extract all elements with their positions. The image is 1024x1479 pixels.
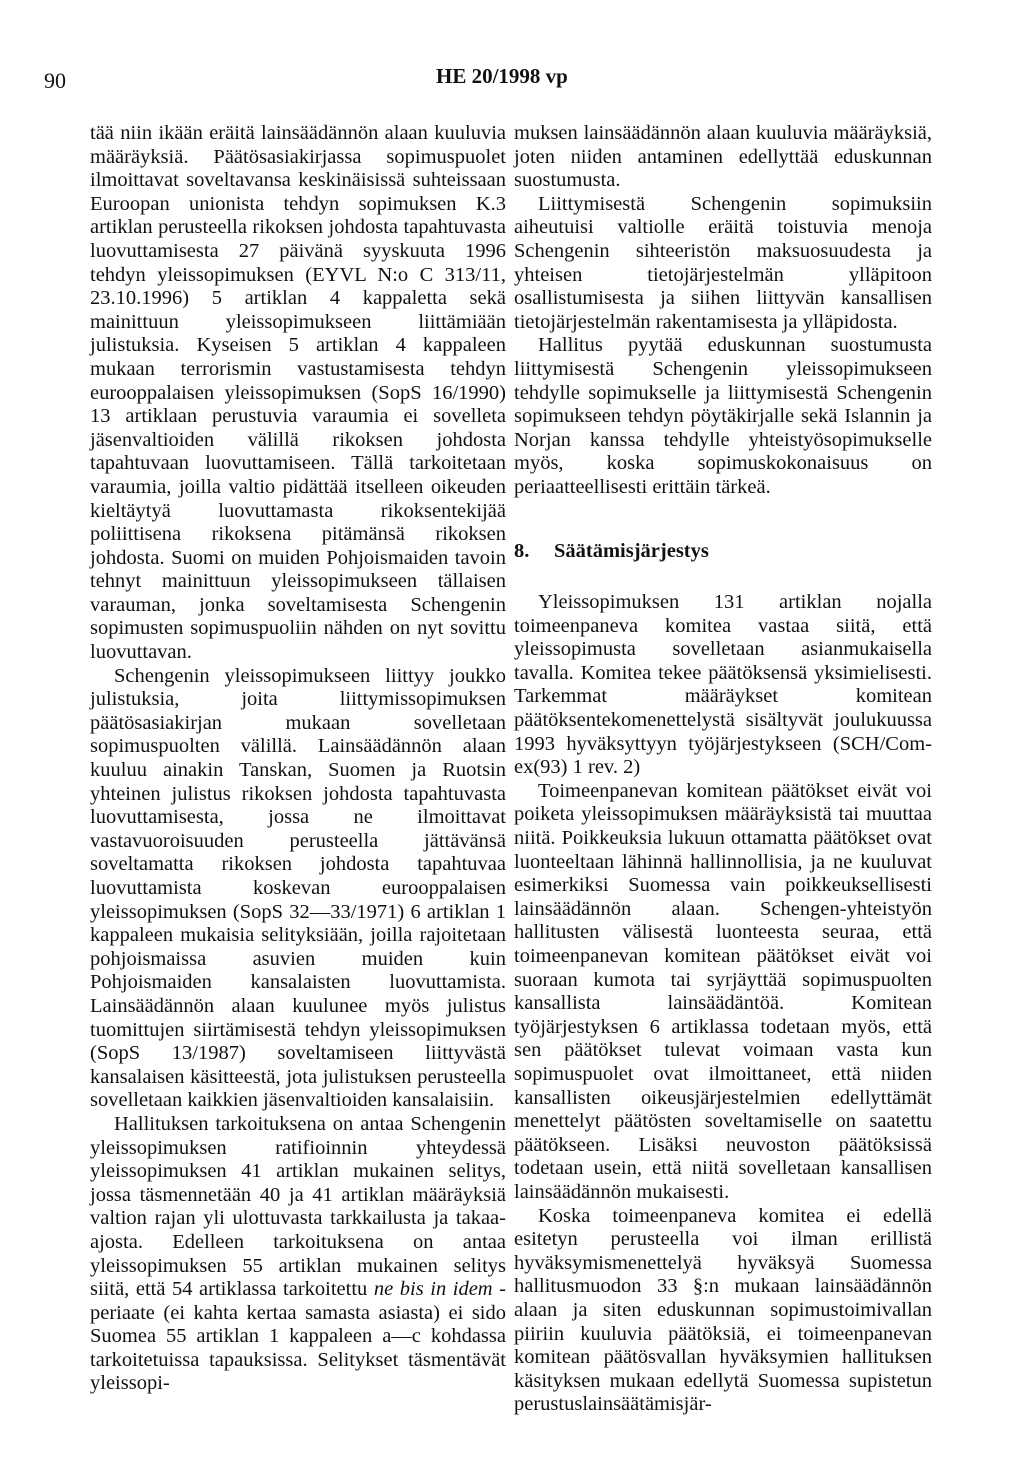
left-paragraph-3-start: Hallituksen tarkoituksena on antaa Schengenin yleissopimuksen ratifioinnin yhteydessä yleissopimuksen 41 artiklan mukainen selitys, jossa täsmennetään 40 ja 41 artiklan määräyksiä valtion rajan yli ulottuvasta tarkkailusta ja takaa-ajosta. Edelleen tarkoituksena on antaa yleissopimuksen 55 artiklan mukainen selitys siitä, että 54 artiklassa tarkoitettu <box>90 1112 506 1301</box>
right-paragraph-1: muksen lainsäädännön alaan kuuluvia määräyksiä, joten niiden antaminen edellyttää eduskunnan suostumusta. <box>514 122 932 192</box>
right-paragraph-2: Liittymisestä Schengenin sopimuksiin aiheutuisi valtiolle eräitä toistuvia menoja Schengenin sihteeristön maksuosuudesta ja yhteisen tietojärjestelmän ylläpitoon osallistumisesta ja siihen liittyvän kansallisen tietojärjestelmän rakentamisesta ja ylläpidosta. <box>514 192 932 333</box>
right-paragraph-4: Yleissopimuksen 131 artiklan nojalla toimeenpaneva komitea vastaa siitä, että yleissopimusta sovelletaan asianmukaisella tavalla. Komitea tekee päätöksensä yksimielisesti. Tarkemmat määräykset komitean päätöksentekomenettelystä sisältyvät joulukuussa 1993 hyväksyttyyn työjärjestykseen (SCH/Com-ex(93) 1 rev. 2) <box>514 591 932 779</box>
left-column <box>90 122 506 1396</box>
left-paragraph-1: tää niin ikään eräitä lainsäädännön alaan kuuluvia määräyksiä. Päätösasiakirjassa sopimuspuolet ilmoittavat soveltavansa keskinäisissä suhteissaan Euroopan unionista tehdyn sopimuksen K.3 artiklan perusteella rikoksen johdosta tapahtuvasta luovuttamisesta 27 päivänä syyskuuta 1996 tehdyn yleissopimuksen (EYVL N:o C 313/11, 23.10.1996) 5 artiklan 4 kappaletta sekä mainittuun yleissopimukseen liittämiään julistuksia. Kyseisen 5 artiklan 4 kappaleen mukaan terrorismin vastustamisesta tehdyn eurooppalaisen yleissopimuksen (SopS 16/1990) 13 artiklaan perustuvia varaumia ei sovelleta jäsenvaltioiden välillä rikoksen johdosta tapahtuvaan luovuttamiseen. Tällä tarkoitetaan varaumia, joilla valtio pidättää itselleen oikeuden kieltäytyä luovuttamasta rikoksentekijää poliittisena rikoksena pitämänsä rikoksen johdosta. Suomi on muiden Pohjoismaiden tavoin tehnyt mainittuun yleissopimukseen tällaisen varauman, jonka soveltamisesta Schengenin sopimusten sopimuspuoliin nähden on nyt sovittu luovuttavan. <box>90 122 506 664</box>
right-paragraph-6: Koska toimeenpaneva komitea ei edellä esitetyn perusteella voi ilman erillistä hyväksymismenettelyä hyväksyä Suomessa hallitusmuodon 33 §:n mukaan lainsäädännön alaan ja siten eduskunnan sopimustoimivallan piiriin kuuluvia päätöksiä, ei toimeenpanevan komitean päätösvallan hyväksymien hallituksen käsityksen mukaan edellytä Suomessa supistetun perustuslainsäätämisjär- <box>514 1204 932 1416</box>
section-title: Säätämisjärjestys <box>554 539 709 562</box>
left-paragraph-3 <box>90 1113 506 1396</box>
latin-phrase: ne bis in idem <box>373 1278 493 1301</box>
document-id: HE 20/1998 vp <box>436 64 568 88</box>
left-paragraph-2: Schengenin yleissopimukseen liittyy joukko julistuksia, joita liittymissopimuksen päätösasiakirjan mukaan sovelletaan sopimuspuolten välillä. Lainsäädännön alaan kuuluu ainakin Tanskan, Suomen ja Ruotsin yhteinen julistus rikoksen johdosta tapahtuvasta luovuttamisesta, jossa ne ilmoittavat vastavuoroisuuden perusteella jättävänsä soveltamatta rikoksen johdosta tapahtuvaa luovuttamista koskevan eurooppalaisen yleissopimuksen (SopS 32—33/1971) 6 artiklan 1 kappaleen mukaisia selityksiään, joilla rajoitetaan pohjoismaissa asuvien muiden kuin Pohjoismaiden kansalaisten luovuttamista. Lainsäädännön alaan kuulunee myös julistus tuomittujen siirtämisestä tehdyn yleissopimuksen (SopS 13/1987) soveltamiseen liittyvästä kansalaisen käsitteestä, jota julistuksen perusteella sovelletaan kaikkien jäsenvaltioiden kansalaisiin. <box>90 664 506 1112</box>
page-number: 90 <box>44 68 66 93</box>
right-paragraph-5: Toimeenpanevan komitean päätökset eivät voi poiketa yleissopimuksen määräyksistä tai muuttaa niitä. Poikkeuksia lukuun ottamatta päätökset ovat luonteeltaan lähinnä hallinnollisia, ja ne kuuluvat esimerkiksi Suomessa vain poikkeuksellisesti lainsäädännön alaan. Schengen-yhteistyön hallitusten välisestä luonteesta seuraa, että toimeenpanevan komitean päätökset eivät voi suoraan kumota tai syrjäyttää sopimuspuolten kansallista lainsäädäntöä. Komitean työjärjestyksen 6 artiklassa todetaan myös, että sen päätökset tulevat voimaan vasta kun sopimuspuolet ovat ilmoittaneet, että niiden kansallisten oikeusjärjestelmien edellyttämät menettelyt päätösten soveltamiselle on saatettu päätökseen. Lisäksi neuvoston päätöksissä todetaan usein, että niitä sovelletaan kansallisen lainsäädännön mukaisesti. <box>514 779 932 1203</box>
left-paragraph-3-end: -periaate (ei kahta kertaa samasta asiasta) ei sido Suomea 55 artiklan 1 kappaleen a—c kohdassa tarkoitetuissa tapauksissa. Selitykset täsmentävät yleissopi- <box>90 1278 506 1395</box>
right-column <box>514 122 932 1417</box>
right-paragraph-3: Hallitus pyytää eduskunnan suostumusta liittymisestä Schengenin yleissopimukseen tehdylle sopimukselle ja liittymisestä Schengenin sopimukseen tehdyn pöytäkirjalle sekä Islannin ja Norjan kanssa tehdylle yhteistyösopimukselle myös, koska sopimuskokonaisuus on periaatteellisesti erittäin tärkeä. <box>514 334 932 498</box>
section-number: 8. <box>514 539 530 562</box>
section-heading <box>514 540 932 564</box>
